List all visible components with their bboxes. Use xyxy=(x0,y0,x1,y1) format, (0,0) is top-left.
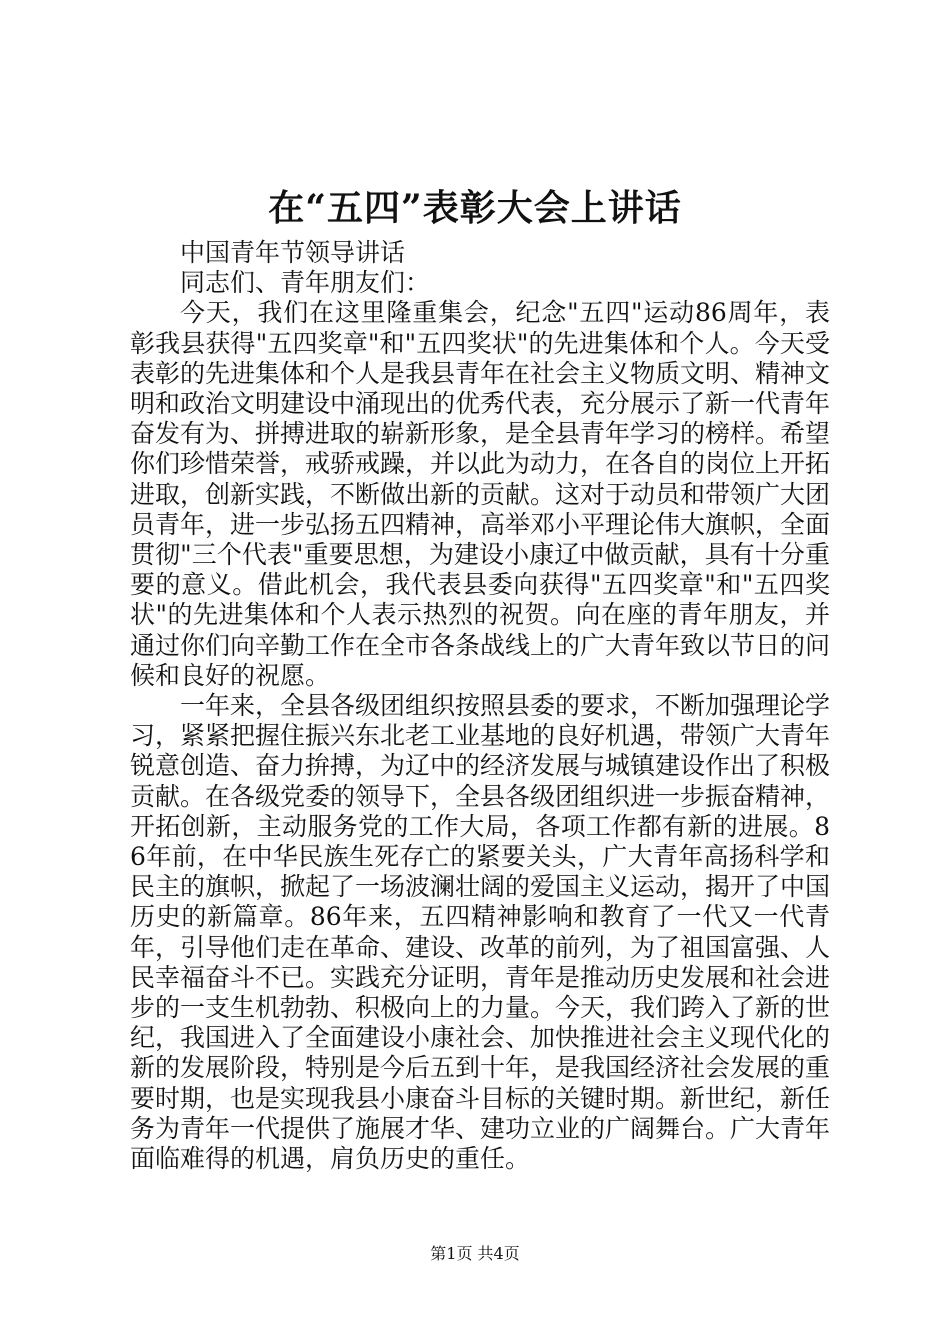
document-body xyxy=(130,238,830,1174)
page-title: 在“五四”表彰大会上讲话 xyxy=(268,187,682,229)
page-footer: 第1页 共4页 xyxy=(430,1244,520,1263)
paragraph-1: 今天，我们在这里隆重集会，纪念"五四"运动86周年，表彰我县获得"五四奖章"和"五四奖状"的先进集体和个人。今天受表彰的先进集体和个人是我县青年在社会主义物质文明、精神文明和政治文明建设中涌现出的优秀代表，充分展示了新一代青年奋发有为、拼搏进取的崭新形象，是全县青年学习的榜样。希望你们珍惜荣誉，戒骄戒躁，并以此为动力，在各自的岗位上开拓进取，创新实践，不断做出新的贡献。这对于动员和带领广大团员青年，进一步弘扬五四精神，高举邓小平理论伟大旗帜，全面贯彻"三个代表"重要思想，为建设小康辽中做贡献，具有十分重要的意义。借此机会，我代表县委向获得"五四奖章"和"五四奖状"的先进集体和个人表示热烈的祝贺。向在座的青年朋友，并通过你们向辛勤工作在全市各条战线上的广大青年致以节日的问候和良好的祝愿。 xyxy=(130,298,831,690)
paragraph-subtitle: 中国青年节领导讲话 xyxy=(180,238,406,267)
paragraph-2: 一年来，全县各级团组织按照县委的要求，不断加强理论学习，紧紧把握住振兴东北老工业基地的良好机遇，带领广大青年锐意创造、奋力拚搏，为辽中的经济发展与城镇建设作出了积极贡献。在各级党委的领导下，全县各级团组织进一步振奋精神，开拓创新，主动服务党的工作大局，各项工作都有新的进展。86年前，在中华民族生死存亡的紧要关头，广大青年高扬科学和民主的旗帜，掀起了一场波澜壮阔的爱国主义运动，揭开了中国历史的新篇章。86年来，五四精神影响和教育了一代又一代青年，引导他们走在革命、建设、改革的前列，为了祖国富强、人民幸福奋斗不已。实践充分证明，青年是推动历史发展和社会进步的一支生机勃勃、积极向上的力量。今天，我们跨入了新的世纪，我国进入了全面建设小康社会、加快推进社会主义现代化的新的发展阶段，特别是今后五到十年，是我国经济社会发展的重要时期，也是实现我县小康奋斗目标的关键时期。新世纪，新任务为青年一代提供了施展才华、建功立业的广阔舞台。广大青年面临难得的机遇，肩负历史的重任。 xyxy=(130,691,831,1174)
paragraph-salutation: 同志们、青年朋友们： xyxy=(180,268,431,298)
